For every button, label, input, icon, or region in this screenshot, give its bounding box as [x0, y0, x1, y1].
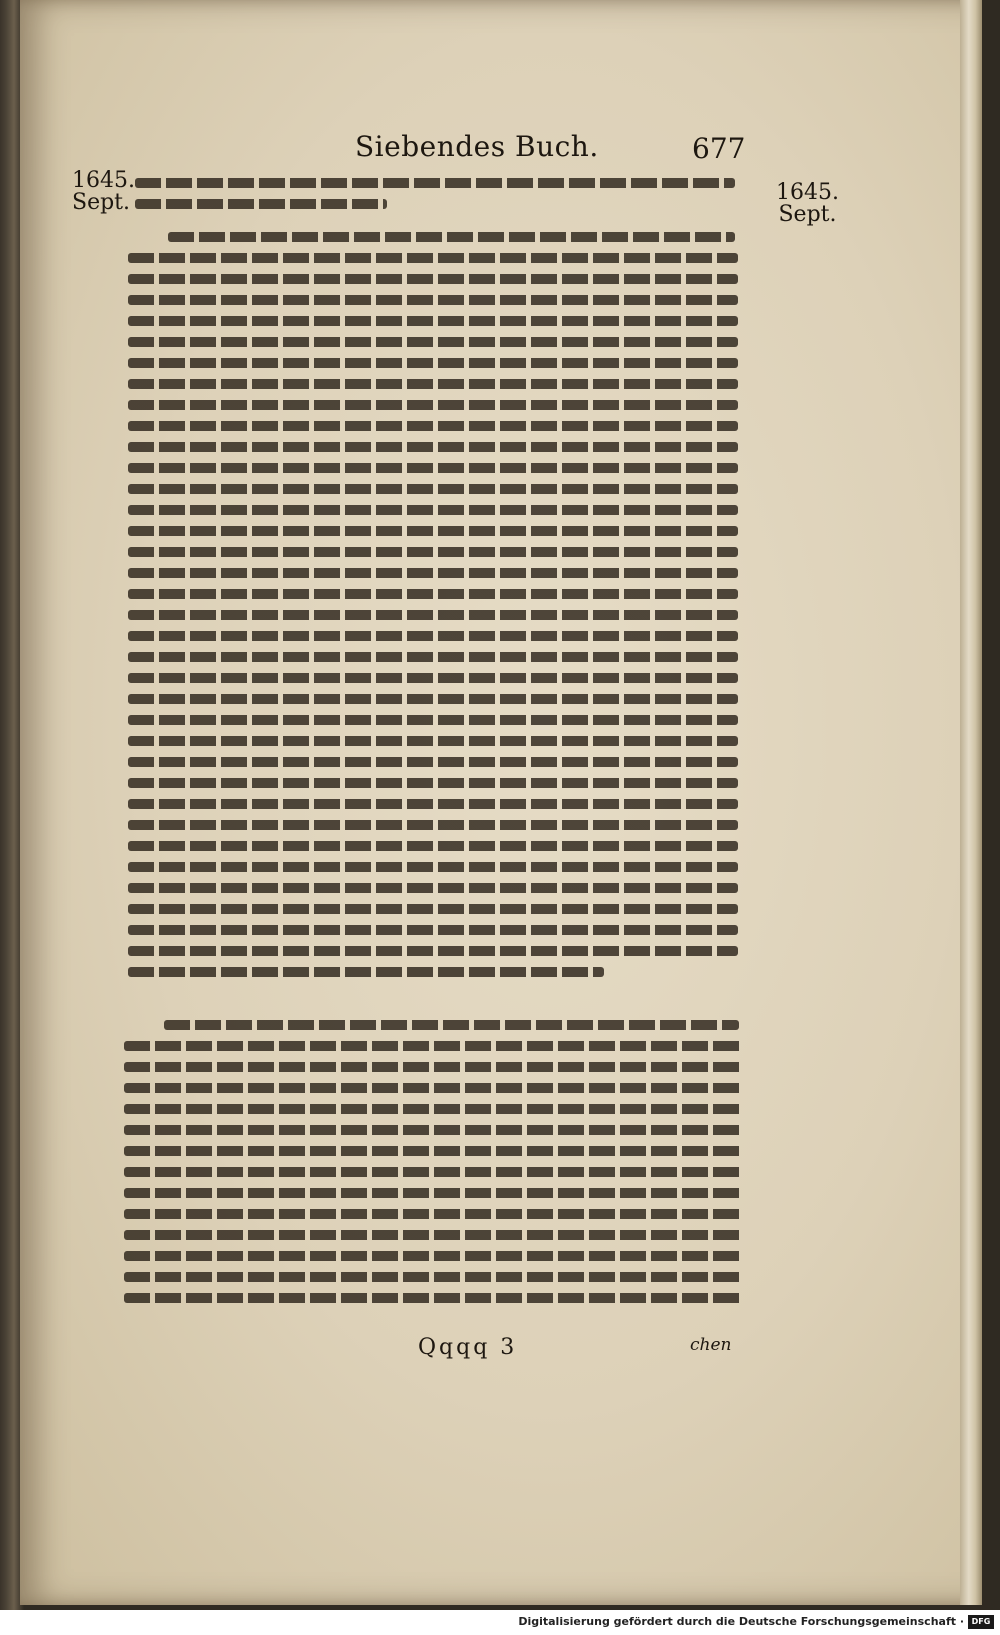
- text-line: [124, 1251, 742, 1261]
- page-header-title: Siebendes Buch.: [355, 130, 599, 163]
- paragraph-1: [128, 232, 738, 988]
- text-line: [128, 841, 738, 851]
- text-line: [128, 379, 738, 389]
- text-line: [124, 1104, 742, 1114]
- text-line: [135, 178, 735, 188]
- catchword: chen: [690, 1335, 732, 1355]
- text-line: [128, 799, 738, 809]
- text-line: [124, 1230, 742, 1240]
- text-line: [128, 589, 738, 599]
- text-line: [128, 274, 738, 284]
- text-line: [128, 715, 738, 725]
- text-line: [128, 295, 738, 305]
- text-line: [128, 316, 738, 326]
- text-line: [128, 400, 738, 410]
- margin-year: 1645.: [72, 168, 135, 193]
- text-line: [128, 778, 738, 788]
- paragraph-2: [124, 1020, 742, 1314]
- text-line: [124, 1083, 742, 1093]
- text-line: [128, 547, 738, 557]
- text-line: [128, 673, 738, 683]
- text-line: [128, 526, 738, 536]
- text-line: [128, 757, 738, 767]
- text-line: [128, 967, 604, 977]
- text-line: [128, 925, 738, 935]
- credit-bar: [0, 1610, 1000, 1635]
- text-line: [168, 232, 735, 242]
- paragraph-0: [135, 178, 735, 220]
- text-line: [128, 421, 738, 431]
- book-page: [20, 0, 982, 1605]
- margin-month: Sept.: [72, 190, 131, 215]
- text-line: [124, 1272, 742, 1282]
- text-line: [124, 1209, 742, 1219]
- text-line: [128, 946, 738, 956]
- margin-year: 1645.: [776, 180, 839, 205]
- text-line: [128, 610, 738, 620]
- page-number: 677: [692, 132, 746, 165]
- text-line: [128, 442, 738, 452]
- dfg-logo: DFG: [968, 1615, 994, 1629]
- text-line: [128, 337, 738, 347]
- text-line: [128, 862, 738, 872]
- text-line: [128, 463, 738, 473]
- text-line: [128, 358, 738, 368]
- text-line: [128, 652, 738, 662]
- text-line: [124, 1146, 742, 1156]
- credit-text: Digitalisierung gefördert durch die Deutsche Forschungsgemeinschaft ·: [518, 1615, 964, 1628]
- text-line: [124, 1293, 742, 1303]
- text-line: [128, 883, 738, 893]
- margin-date-right: [776, 182, 839, 226]
- text-line: [164, 1020, 739, 1030]
- text-line: [124, 1062, 742, 1072]
- margin-month: Sept.: [778, 202, 837, 227]
- page-edge: [960, 0, 982, 1605]
- text-line: [128, 631, 738, 641]
- text-line: [128, 694, 738, 704]
- text-line: [128, 505, 738, 515]
- text-line: [128, 253, 738, 263]
- text-line: [128, 904, 738, 914]
- text-line: [128, 568, 738, 578]
- text-line: [124, 1041, 742, 1051]
- text-line: [135, 199, 387, 209]
- text-line: [128, 820, 738, 830]
- text-line: [124, 1188, 742, 1198]
- text-line: [124, 1167, 742, 1177]
- text-line: [128, 484, 738, 494]
- text-line: [128, 736, 738, 746]
- signature-mark: Qqqq 3: [418, 1335, 518, 1360]
- margin-date-left: [72, 170, 135, 214]
- text-line: [124, 1125, 742, 1135]
